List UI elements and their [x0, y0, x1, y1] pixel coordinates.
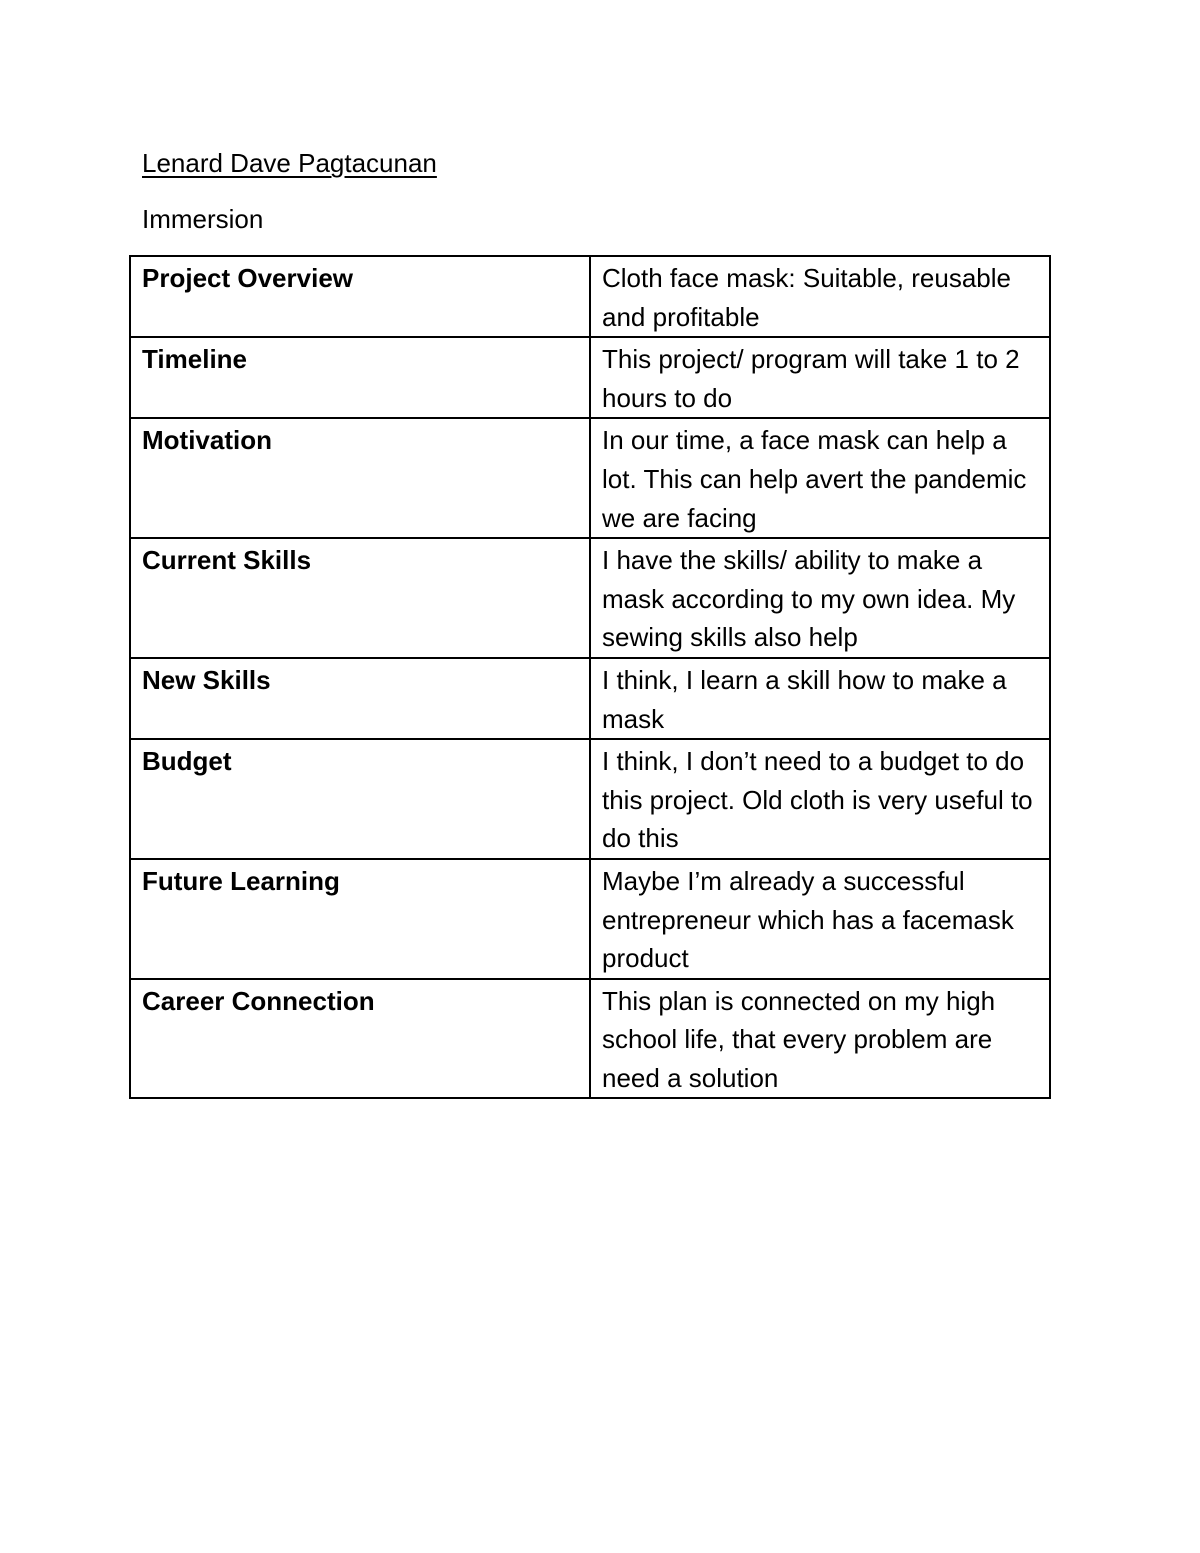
table-row: [130, 256, 1050, 337]
immersion-plan-table: [129, 255, 1051, 1099]
row-value: I think, I don’t need to a budget to do this project. Old cloth is very useful to do this: [590, 739, 1050, 859]
row-label: Future Learning: [130, 859, 590, 979]
row-value: I think, I learn a skill how to make a mask: [590, 658, 1050, 739]
row-label: Timeline: [130, 337, 590, 418]
row-label: Current Skills: [130, 538, 590, 658]
table-row: [130, 418, 1050, 538]
row-label: Project Overview: [130, 256, 590, 337]
table-row: [130, 739, 1050, 859]
row-value: I have the skills/ ability to make a mask according to my own idea. My sewing skills also help: [590, 538, 1050, 658]
table-row: [130, 979, 1050, 1099]
table-row: [130, 859, 1050, 979]
row-value: Cloth face mask: Suitable, reusable and profitable: [590, 256, 1050, 337]
row-value: Maybe I’m already a successful entrepreneur which has a facemask product: [590, 859, 1050, 979]
author-name: Lenard Dave Pagtacunan: [142, 148, 437, 178]
row-label: New Skills: [130, 658, 590, 739]
row-value: This project/ program will take 1 to 2 hours to do: [590, 337, 1050, 418]
row-label: Budget: [130, 739, 590, 859]
row-value: In our time, a face mask can help a lot. This can help avert the pandemic we are facing: [590, 418, 1050, 538]
table-row: [130, 337, 1050, 418]
row-value: This plan is connected on my high school life, that every problem are need a solution: [590, 979, 1050, 1099]
row-label: Motivation: [130, 418, 590, 538]
document-title: Immersion: [142, 204, 264, 234]
table-row: [130, 538, 1050, 658]
row-label: Career Connection: [130, 979, 590, 1099]
table-row: [130, 658, 1050, 739]
